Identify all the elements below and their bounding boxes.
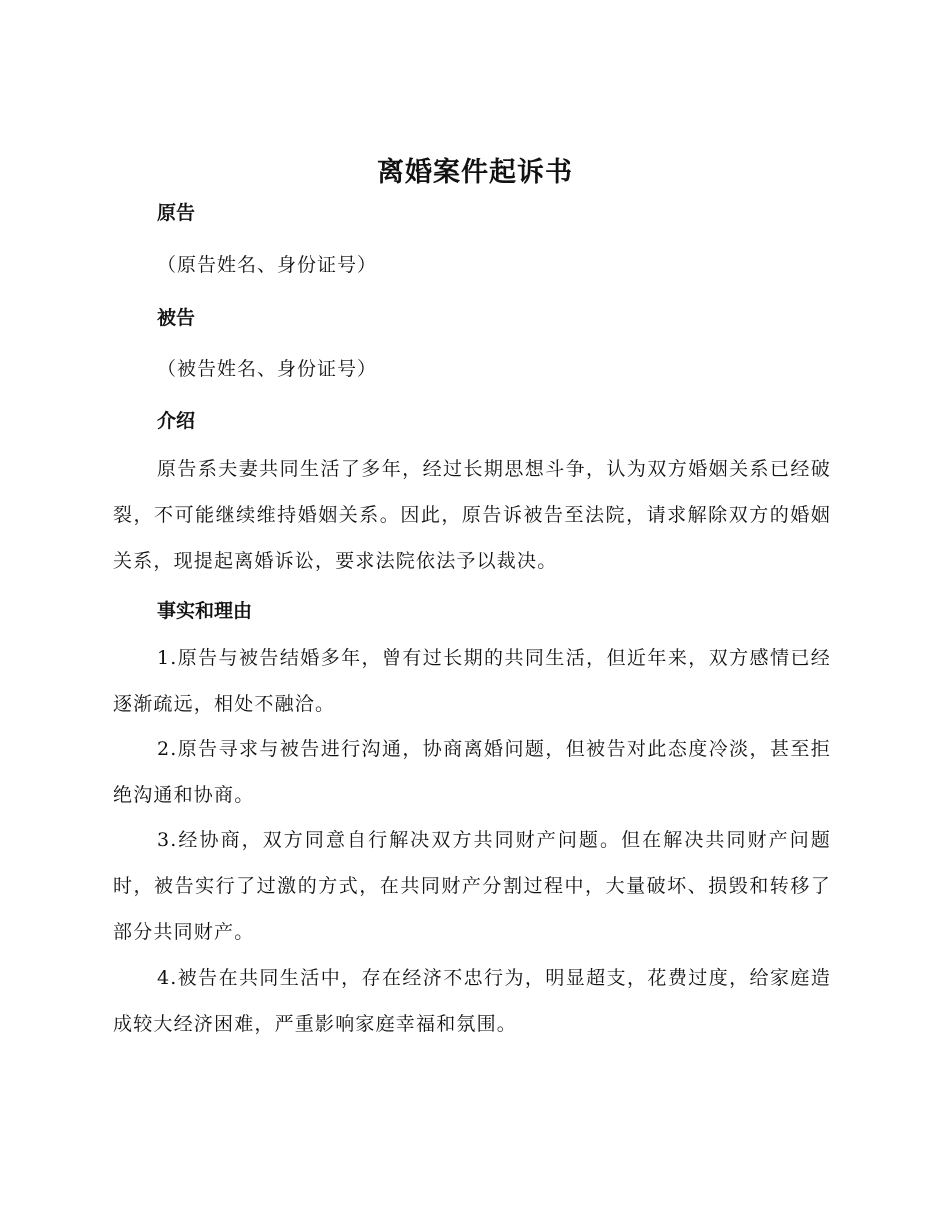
fact-item-2: 2.原告寻求与被告进行沟通，协商离婚问题，但被告对此态度冷淡，甚至拒绝沟通和协商。 (113, 738, 831, 806)
introduction-heading: 介绍 (157, 410, 196, 432)
fact-item-1: 1.原告与被告结婚多年，曾有过长期的共同生活，但近年来，双方感情已经逐渐疏远，相处不融洽。 (113, 647, 831, 715)
defendant-heading: 被告 (157, 307, 196, 329)
plaintiff-value: （原告姓名、身份证号） (157, 254, 378, 276)
fact-item-4: 4.被告在共同生活中，存在经济不忠行为，明显超支，花费过度，给家庭造成较大经济困难，严重影响家庭幸福和氛围。 (113, 967, 831, 1035)
introduction-paragraph: 原告系夫妻共同生活了多年，经过长期思想斗争，认为双方婚姻关系已经破裂，不可能继续维持婚姻关系。因此，原告诉被告至法院，请求解除双方的婚姻关系，现提起离婚诉讼，要求法院依法予以裁决。 (113, 458, 831, 572)
plaintiff-heading: 原告 (157, 202, 196, 224)
document-title: 离婚案件起诉书 (377, 157, 573, 188)
fact-item-3: 3.经协商，双方同意自行解决双方共同财产问题。但在解决共同财产问题时，被告实行了过激的方式，在共同财产分割过程中，大量破坏、损毁和转移了部分共同财产。 (113, 829, 831, 943)
defendant-value: （被告姓名、身份证号） (157, 358, 378, 380)
facts-heading: 事实和理由 (157, 600, 253, 622)
